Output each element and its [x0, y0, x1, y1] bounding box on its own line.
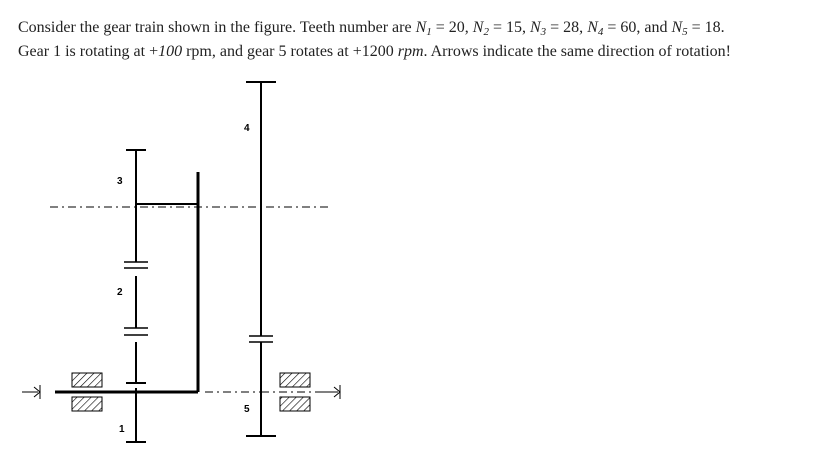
planet-shaft: [124, 150, 148, 383]
intro-text: Consider the gear train shown in the figure. Teeth number are: [18, 19, 416, 36]
teeth-n5-value: = 18.: [687, 19, 725, 36]
input-bearing-upper: [72, 373, 102, 387]
gear-4-5-shaft: [246, 82, 276, 436]
teeth-n3-symbol: $N_3$: [529, 19, 547, 38]
output-bearing-lower: [280, 397, 310, 411]
teeth-n3-value: = 28,: [546, 19, 588, 36]
rpm-unit: rpm: [397, 43, 424, 60]
teeth-n5-symbol: $N_5$: [671, 19, 688, 38]
teeth-n2-symbol: $N_2$: [472, 19, 489, 38]
direction-note: . Arrows indicate the same direction of rotation!: [423, 43, 731, 60]
output-rotation-arrow-icon: [322, 385, 340, 399]
gear1-speed-text: Gear 1 is rotating at +: [18, 43, 159, 60]
gear-label-4: 4: [244, 123, 250, 134]
gear-label-3: 3: [117, 176, 123, 187]
teeth-n4-symbol: $N_4$: [587, 19, 604, 38]
gear1-speed-value: 100: [158, 43, 183, 60]
teeth-n1-symbol: $N_1$: [415, 19, 432, 38]
teeth-n4-value: = 60, and: [603, 19, 672, 36]
gear5-speed-text: rpm, and gear 5 rotates at +1200: [182, 43, 398, 60]
gear-label-5: 5: [244, 404, 250, 415]
gear-label-2: 2: [117, 287, 123, 298]
input-rotation-arrow-icon: [22, 385, 40, 399]
teeth-n2-value: = 15,: [488, 19, 530, 36]
output-bearing-upper: [280, 373, 310, 387]
teeth-n1-value: = 20,: [431, 19, 473, 36]
input-bearing-lower: [72, 397, 102, 411]
gear-label-1: 1: [119, 424, 125, 435]
gear-1: [126, 388, 146, 442]
